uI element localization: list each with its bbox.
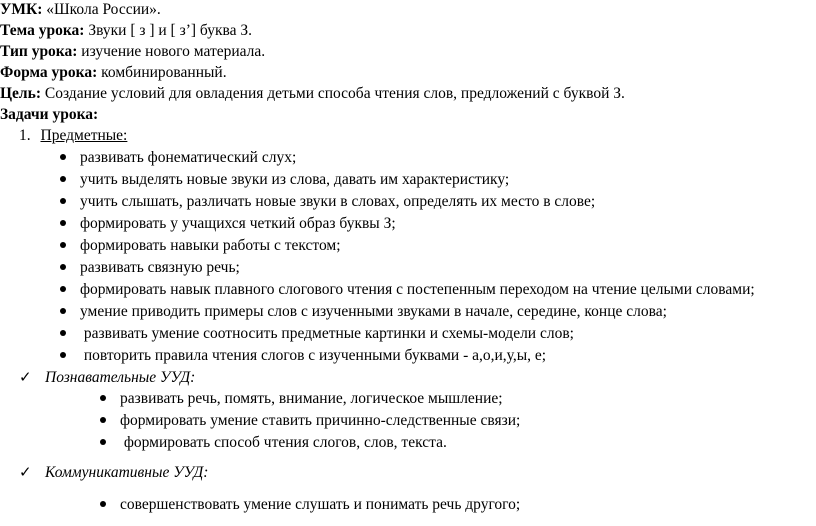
communicative-heading [19,462,208,483]
list-item: учить слышать, различать новые звуки в словах, определять их место в слове; [60,192,595,212]
bullet-icon [60,352,66,358]
list-item: развивать связную речь; [60,258,240,278]
list-item: формировать способ чтения слогов, слов, текста. [100,433,447,453]
type-label: Тип урока: [0,43,78,60]
goal-line [0,84,625,104]
bullet-icon [60,286,66,292]
umk-line [0,0,161,20]
subject-number: 1. [19,127,31,144]
checkmark-icon: ✓ [19,368,32,386]
type-value: изучение нового материала. [77,43,266,60]
form-label: Форма урока: [0,64,98,81]
list-item: развивать умение соотносить предметные картинки и схемы-модели слов; [60,324,574,344]
subject-title: Предметные: [40,127,128,144]
bullet-icon [60,308,66,314]
list-item: формировать умение ставить причинно-следственные связи; [100,411,520,431]
bullet-icon [60,330,66,336]
communicative-title: Коммуникативные УУД: [45,464,209,481]
bullet-icon [100,395,106,401]
goal-label: Цель: [0,85,41,102]
list-item: учить выделять новые звуки из слова, давать им характеристику; [60,170,509,190]
bullet-icon [60,242,66,248]
bullet-icon [100,439,106,445]
goal-value: Создание условий для овладения детьми способа чтения слов, предложений с буквой З. [41,85,625,102]
list-item: совершенствовать умение слушать и понимать речь другого; [100,495,520,515]
bullet-icon [60,220,66,226]
form-value: комбинированный. [97,64,227,81]
topic-line [0,21,252,41]
list-item: формировать навык плавного слогового чтения с постепенным переходом на чтение целыми словами; [60,280,755,300]
tasks-heading: Задачи урока: [0,106,99,123]
list-item: развивать речь, помять, внимание, логическое мышление; [100,389,503,409]
bullet-icon [60,198,66,204]
cognitive-title: Познавательные УУД: [45,369,196,386]
list-item: формировать у учащихся четкий образ буквы З; [60,214,396,234]
checkmark-icon: ✓ [19,463,32,481]
list-item: развивать фонематический слух; [60,148,296,168]
form-line [0,63,227,83]
bullet-icon [60,264,66,270]
cognitive-heading [19,367,195,388]
list-item: формировать навыки работы с текстом; [60,236,341,256]
umk-label: УМК: [0,1,43,18]
bullet-icon [100,501,106,507]
umk-value: «Школа России». [42,1,161,18]
topic-label: Тема урока: [0,22,85,39]
bullet-icon [60,154,66,160]
bullet-icon [100,417,106,423]
list-item: умение приводить примеры слов с изученными звуками в начале, середине, конце слова; [60,302,667,322]
subject-heading [19,126,127,146]
list-item: повторить правила чтения слогов с изученными буквами - а,о,и,у,ы, е; [60,346,546,366]
bullet-icon [60,176,66,182]
type-line [0,42,265,62]
topic-value: Звуки [ з ] и [ з’] буква З. [84,22,253,39]
